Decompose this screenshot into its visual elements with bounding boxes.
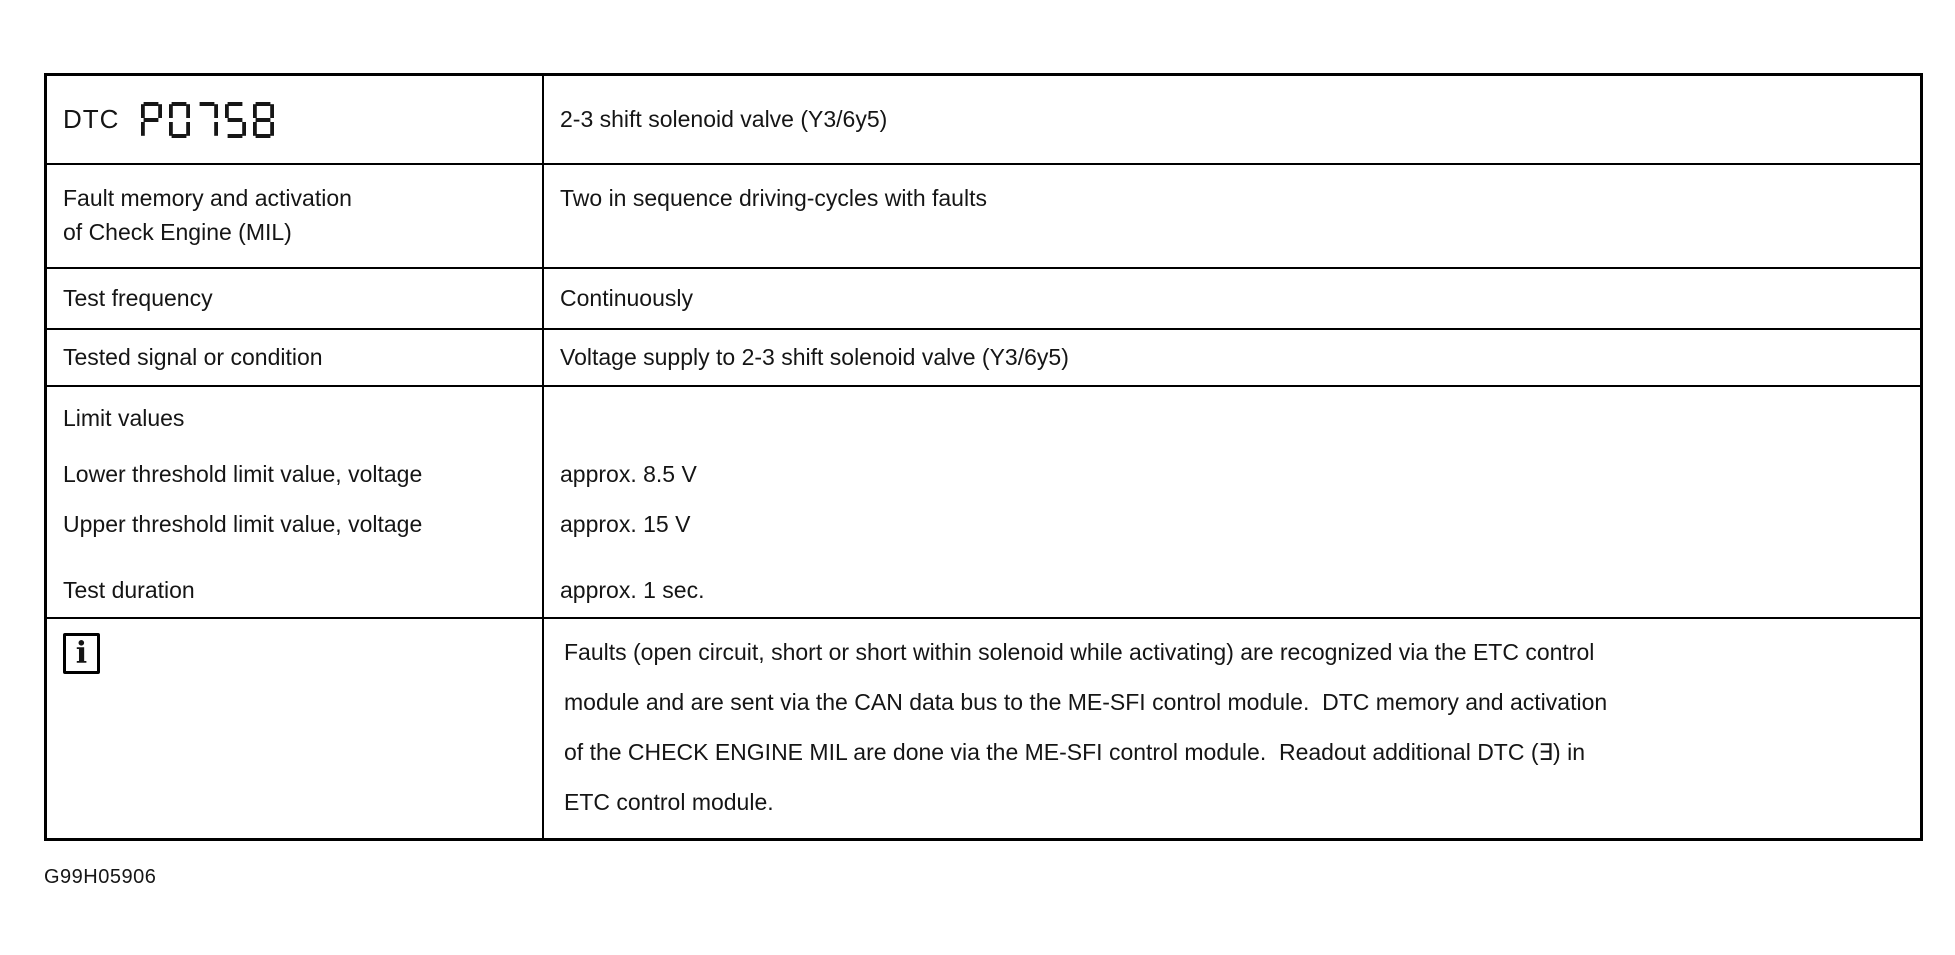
dtc-label-cell (47, 76, 542, 163)
test-duration-value: approx. 1 sec. (560, 577, 705, 603)
info-text-line: module and are sent via the CAN data bus to the ME-SFI control module. DTC memory and activation (564, 689, 1608, 715)
figure-id: G99H05906 (44, 866, 157, 888)
fault-memory-label-cell (47, 165, 542, 267)
info-icon-glyph: i (75, 635, 88, 671)
table-row-limit-values (47, 385, 1920, 617)
limit-values-heading: Limit values (63, 405, 185, 431)
tested-signal-label-cell: Tested signal or condition (63, 344, 323, 370)
info-icon-cell (47, 619, 542, 838)
fault-memory-label-line1: Fault memory and activation (63, 185, 352, 211)
limit-upper-label: Upper threshold limit value, voltage (63, 511, 423, 537)
limit-lower-label: Lower threshold limit value, voltage (63, 461, 423, 487)
table-row-fault-memory (47, 163, 1920, 267)
info-text-line: Faults (open circuit, short or short within solenoid while activating) are recognized via the ETC control (564, 639, 1595, 665)
limit-spacer (560, 549, 1904, 565)
table-row-dtc (47, 76, 1920, 163)
tested-signal-value-cell: Voltage supply to 2-3 shift solenoid valve (Y3/6y5) (542, 330, 1920, 385)
limit-values-value-column (542, 387, 1920, 617)
info-text-line: ETC control module. (564, 789, 774, 815)
dtc-label: DTC (63, 104, 120, 134)
test-frequency-value-cell: Continuously (542, 269, 1920, 328)
info-text-line: of the CHECK ENGINE MIL are done via the ME-SFI control module. Readout additional DTC (∃) in (564, 739, 1585, 765)
limit-upper-value: approx. 15 V (560, 511, 691, 537)
dtc-code-display (141, 102, 274, 138)
fault-memory-value-cell: Two in sequence driving-cycles with faults (542, 165, 1920, 267)
table-row-tested-signal (47, 328, 1920, 385)
test-duration-label: Test duration (63, 577, 195, 603)
table-row-info-note (47, 617, 1920, 838)
limit-values-heading-blank (560, 397, 1904, 449)
limit-spacer (63, 549, 526, 565)
limit-lower-value: approx. 8.5 V (560, 461, 697, 487)
fault-memory-label-line2: of Check Engine (MIL) (63, 219, 292, 245)
limit-values-label-column (47, 387, 542, 617)
dtc-value-cell: 2-3 shift solenoid valve (Y3/6y5) (542, 76, 1920, 163)
table-row-test-frequency (47, 267, 1920, 328)
info-icon (63, 633, 100, 674)
test-frequency-label-cell: Test frequency (63, 285, 213, 311)
info-text-cell (542, 619, 1920, 838)
dtc-table (44, 73, 1923, 841)
